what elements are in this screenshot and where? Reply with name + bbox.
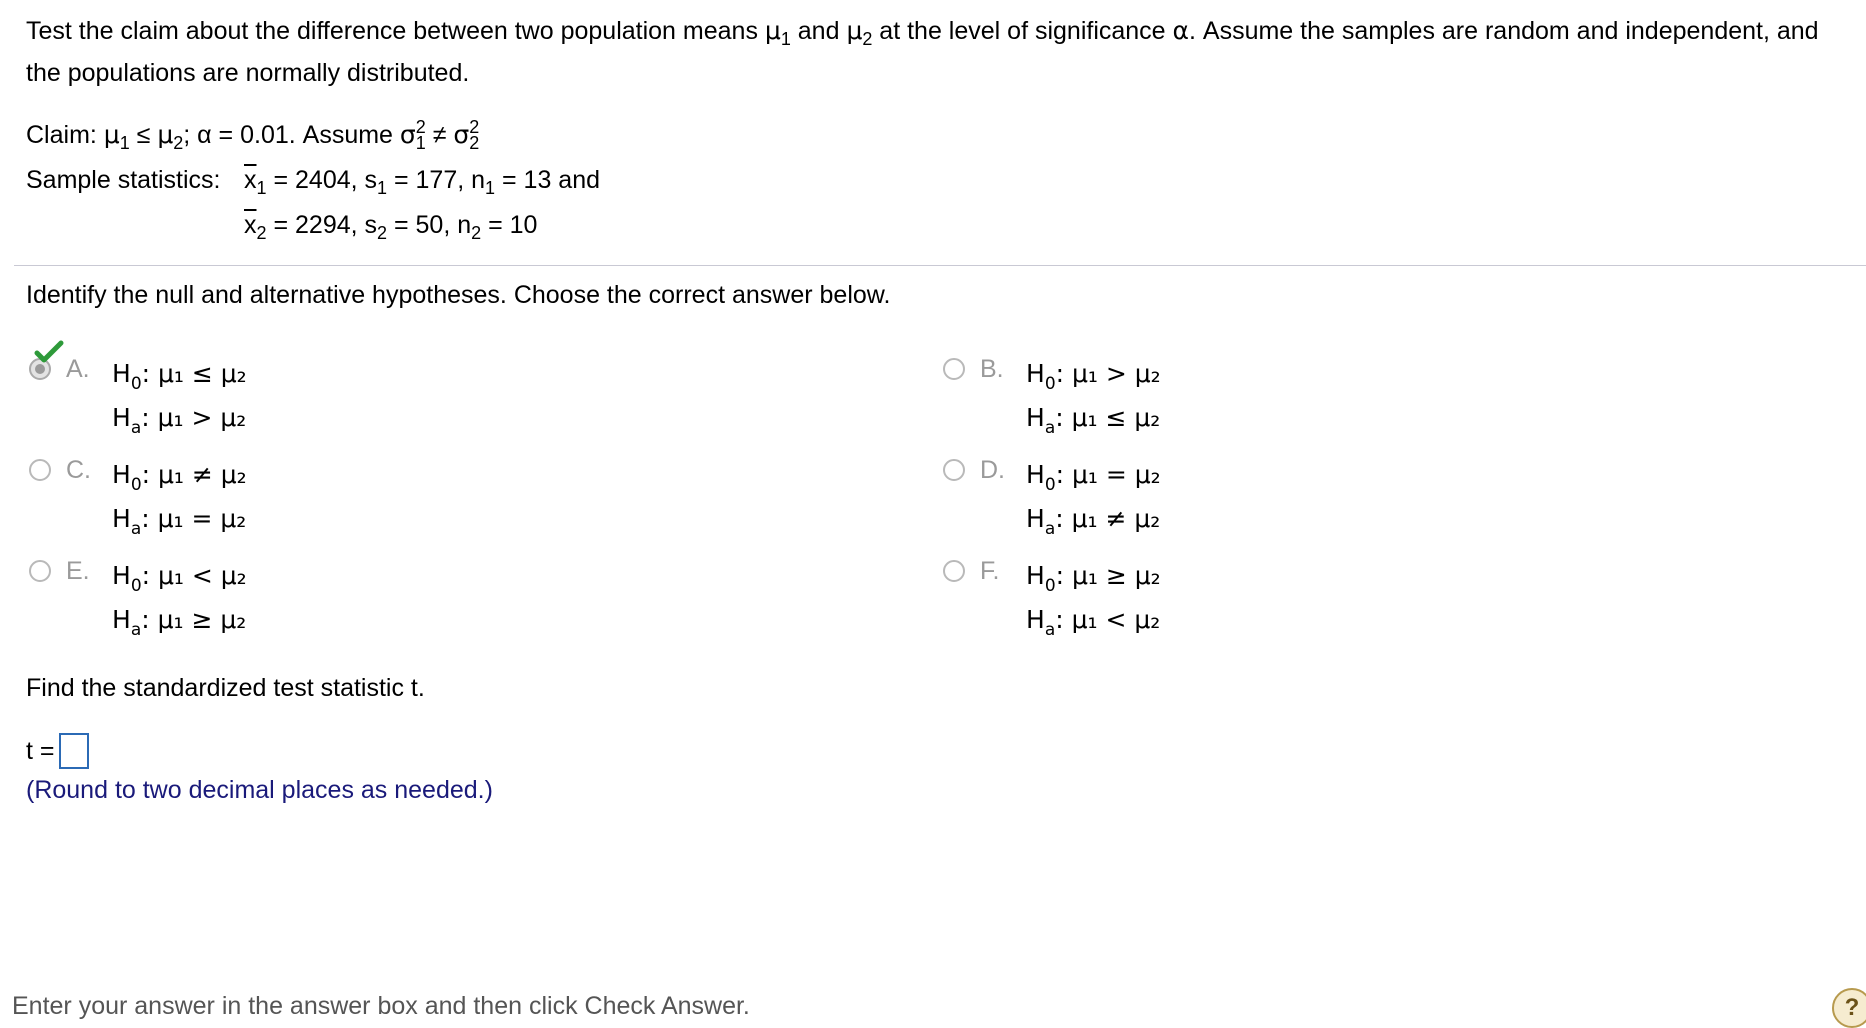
radio-button-f[interactable] [943,560,965,582]
option-hypotheses [112,453,247,541]
option-letter: B. [980,355,1004,383]
radio-button-b[interactable] [943,358,965,380]
problem-text: and [790,17,847,45]
subscript: a [130,418,142,438]
relation: : μ₁ > μ₂ [1055,359,1161,388]
relation: : μ₁ ≠ μ₂ [141,460,247,489]
h-symbol: H [112,403,131,432]
mu-symbol: μ [764,16,781,45]
null-hypothesis [1026,453,1161,497]
alt-hypothesis [112,598,247,642]
h-symbol: H [112,460,131,489]
option-letter: A. [66,355,90,383]
relation: : μ₁ ≤ μ₂ [1055,403,1161,432]
option-hypotheses [1026,554,1161,642]
option-letter: F. [980,557,1000,585]
h-symbol: H [1026,359,1045,388]
mu-symbol: μ [846,16,863,45]
option-hypotheses [112,554,247,642]
stats-text: = 13 and [495,166,601,194]
stats-text: = 177, n [387,166,486,194]
option-letter: D. [980,456,1005,484]
relation: : μ₁ ≤ μ₂ [141,359,247,388]
alt-hypothesis [1026,497,1161,541]
relation: : μ₁ < μ₂ [1055,605,1161,634]
radio-button-c[interactable] [29,459,51,481]
subscript: a [1044,418,1056,438]
answer-label: t = [26,737,55,765]
sample-stats-label: Sample statistics: [26,166,221,194]
subscript: 0 [1044,475,1056,495]
subscript: 1 [119,133,130,153]
subscript: 1 [256,178,267,198]
alt-hypothesis [1026,598,1161,642]
h-symbol: H [1026,504,1045,533]
question-hypotheses: Identify the null and alternative hypotheses. Choose the correct answer below. [26,281,891,309]
null-hypothesis [112,554,247,598]
given-data [26,112,600,248]
relation: : μ₁ < μ₂ [141,561,247,590]
operator: ≤ [129,121,158,149]
answer-input[interactable] [59,733,89,769]
problem-text: . Assume the samples are random and independent, and the populations are normally distributed. [26,17,1819,87]
relation: : μ₁ = μ₂ [1055,460,1161,489]
alt-hypothesis [1026,396,1161,440]
subscript: 0 [1044,374,1056,394]
operator: ≠ [425,121,454,149]
radio-button-d[interactable] [943,459,965,481]
option-d[interactable] [940,453,1540,543]
h-symbol: H [112,504,131,533]
problem-text: Test the claim about the difference between two population means [26,17,765,45]
option-c[interactable] [26,453,626,543]
option-b[interactable] [940,352,1540,442]
subscript: 2 [471,223,482,243]
subscript: a [1044,620,1056,640]
superscript: 2 [469,117,480,137]
alt-hypothesis [112,396,247,440]
relation: : μ₁ ≥ μ₂ [141,605,247,634]
option-letter: C. [66,456,91,484]
mu-symbol: μ [103,120,120,149]
option-hypotheses [1026,453,1161,541]
option-letter: E. [66,557,90,585]
subscript: 1 [780,29,791,49]
null-hypothesis [112,453,247,497]
alpha-symbol: α [1172,16,1190,45]
subscript: a [130,519,142,539]
subscript: 1 [485,178,496,198]
subscript: 2 [377,223,388,243]
h-symbol: H [1026,460,1045,489]
xbar-symbol: $\overline{x}$ [244,211,257,239]
subscript: 0 [130,576,142,596]
stats-text: = 2294, s [266,211,378,239]
option-a[interactable] [26,352,626,442]
option-e[interactable] [26,554,626,644]
checkmark-icon [34,340,64,364]
subscript: a [130,620,142,640]
section-divider [14,265,1866,266]
option-f[interactable] [940,554,1540,644]
option-hypotheses [1026,352,1161,440]
relation: : μ₁ > μ₂ [141,403,247,432]
h-symbol: H [112,561,131,590]
h-symbol: H [1026,403,1045,432]
subscript: 2 [173,133,184,153]
alt-hypothesis [112,497,247,541]
relation: : μ₁ ≥ μ₂ [1055,561,1161,590]
help-icon[interactable]: ? [1832,988,1866,1028]
stats-text: = 50, n [387,211,472,239]
relation: : μ₁ = μ₂ [141,504,247,533]
h-symbol: H [112,359,131,388]
subscript: 0 [130,475,142,495]
h-symbol: H [112,605,131,634]
footer-instruction: Enter your answer in the answer box and then click Check Answer. [12,992,750,1020]
h-symbol: H [1026,605,1045,634]
subscript: 2 [469,133,480,153]
question-test-statistic: Find the standardized test statistic t. [26,674,425,702]
relation: : μ₁ ≠ μ₂ [1055,504,1161,533]
rounding-hint: (Round to two decimal places as needed.) [26,776,493,804]
subscript: 0 [130,374,142,394]
sigma-symbol: σ [453,120,470,149]
sigma-symbol: σ [399,120,416,149]
stats-text: = 2404, s [266,166,378,194]
sample-stats-line-2 [26,203,600,248]
subscript: 1 [377,178,388,198]
problem-statement [26,10,1846,94]
stats-text: = 10 [481,211,538,239]
claim-line [26,112,600,158]
subscript: 2 [256,223,267,243]
subscript: 2 [862,29,873,49]
subscript: 0 [1044,576,1056,596]
null-hypothesis [1026,554,1161,598]
null-hypothesis [1026,352,1161,396]
claim-text: ; α = 0.01. Assume [183,121,400,149]
superscript: 2 [415,117,426,137]
mu-symbol: μ [157,120,174,149]
claim-label: Claim: [26,121,104,149]
option-hypotheses [112,352,247,440]
h-symbol: H [1026,561,1045,590]
answer-row [26,731,89,771]
sample-stats-line-1 [26,158,600,203]
subscript: a [1044,519,1056,539]
null-hypothesis [112,352,247,396]
xbar-symbol: $\overline{x}$ [244,166,257,194]
radio-button-e[interactable] [29,560,51,582]
subscript: 1 [415,133,426,153]
problem-text: at the level of significance [872,17,1173,45]
